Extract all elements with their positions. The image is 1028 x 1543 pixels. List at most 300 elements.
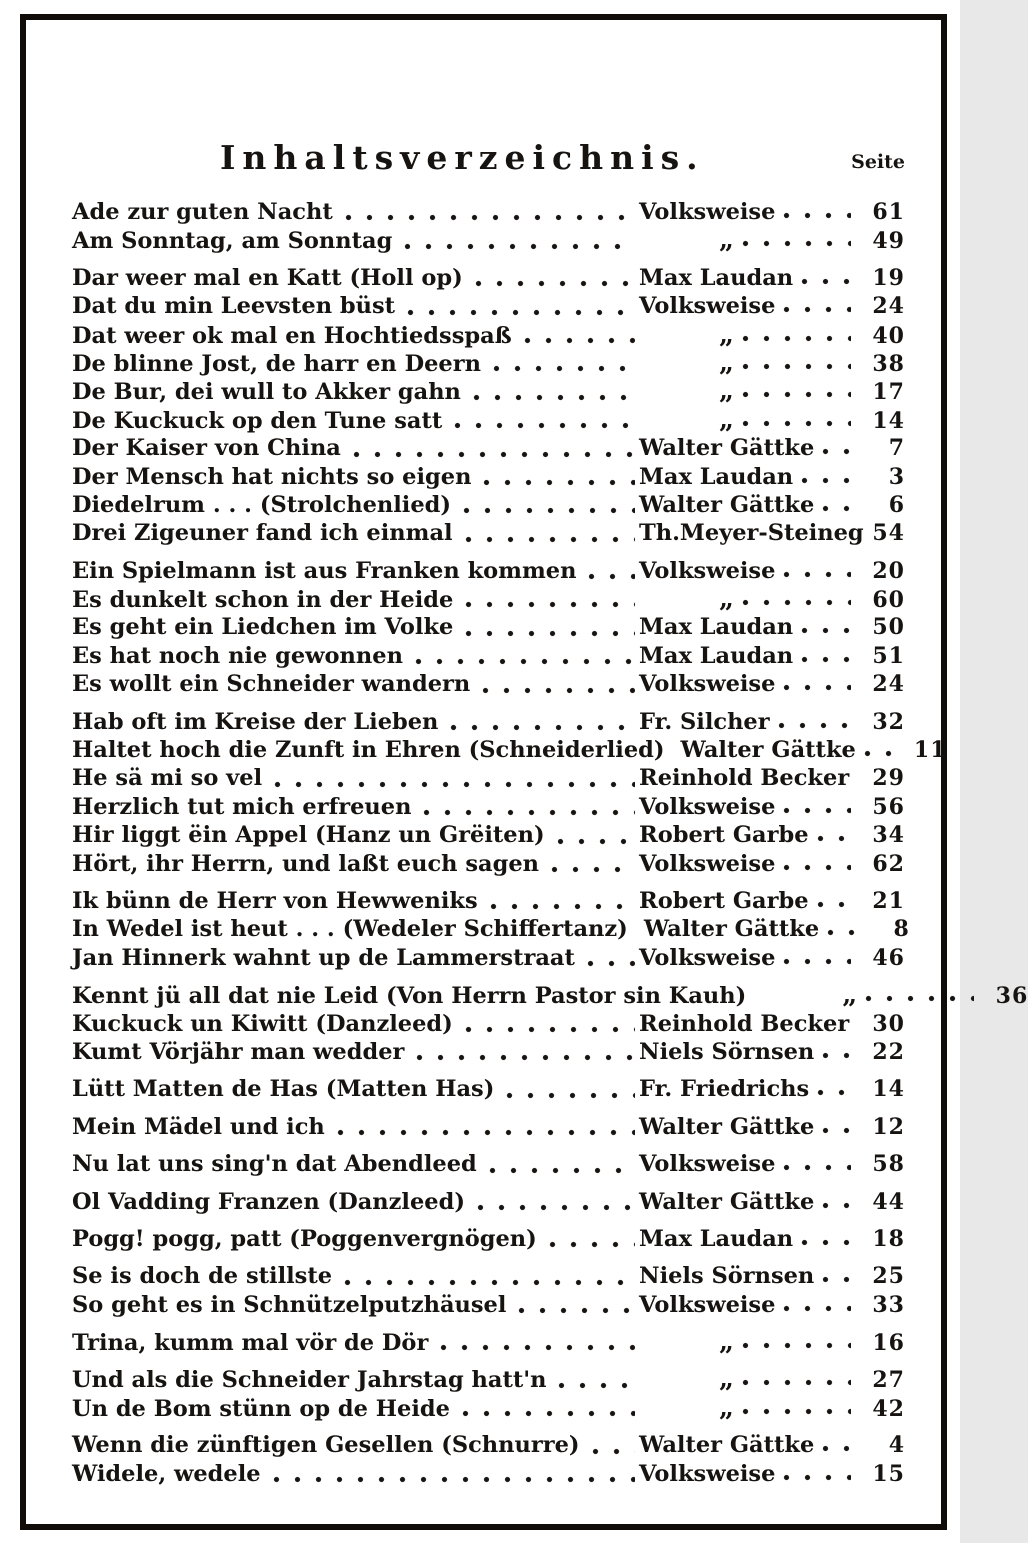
entry-page-number: 7 [888,435,905,462]
toc-entry [72,1461,905,1489]
dot-leader [557,837,635,846]
entry-page-number: 34 [872,822,905,849]
toc-entry [72,643,905,671]
toc-entry [72,794,905,822]
toc-entry [72,319,905,350]
toc-group [72,265,905,549]
dot-leader [506,1091,635,1100]
dot-leader [822,504,851,513]
entry-page-number: 18 [872,1225,905,1252]
dot-leader [450,723,635,732]
toc-entry [72,851,905,879]
dot-leader [817,834,851,843]
toc-entry [72,199,905,227]
entry-title: De Kuckuck op den Tune satt [72,407,443,434]
dot-leader [783,683,851,692]
entry-author: Volksweise [639,793,776,820]
entry-title: Un de Bom stünn op de Heide [72,1395,450,1422]
toc-entry [72,822,905,850]
entry-page-number: 8 [893,916,910,943]
dot-leader [353,450,635,459]
entry-title: Diedelrum . . . (Strolchenlied) [72,491,452,518]
entry-page-number: 54 [872,520,905,547]
dot-leader [416,1053,635,1062]
entry-title: Der Kaiser von China [72,435,341,462]
entry-page-number: 62 [872,850,905,877]
dot-leader [778,721,851,730]
entry-title: So geht es in Schnützelputzhäusel [72,1291,507,1318]
entry-title: Hab oft im Kreise der Lieben [72,708,439,735]
dot-leader [592,1447,635,1456]
dot-leader [465,629,635,638]
ditto-mark: „ [719,347,734,378]
toc-entry [72,1432,905,1460]
entry-title: Kennt jü all dat nie Leid (Von Herrn Pastor sin Kauh) [72,983,747,1010]
entry-author: Volksweise [639,557,776,584]
toc-entry [72,1039,905,1067]
entry-author: Walter Gättke [639,435,815,462]
entry-author-cell [639,794,855,820]
toc-entry [72,671,905,699]
entry-author-cell [639,851,855,877]
entry-title: Es dunkelt schon in der Heide [72,587,454,614]
entry-author-cell [639,1263,855,1289]
ditto-mark: „ [719,1364,734,1395]
ditto-mark: „ [719,584,734,615]
entry-author-cell [639,1461,855,1487]
entry-page-number: 25 [872,1263,905,1290]
entry-author-cell [639,376,855,407]
entry-title: Drei Zigeuner fand ich einmal [72,520,453,547]
toc-entry [72,765,905,793]
entry-page-number: 29 [872,765,905,792]
entry-author-cell [639,435,855,461]
toc-entry [72,1392,905,1423]
ditto-mark: „ [719,1392,734,1423]
dot-leader [783,1304,851,1313]
page-title: Inhaltsverzeichnis. [220,138,705,177]
entry-page-number: 4 [888,1432,905,1459]
toc-group [72,1226,905,1254]
entry-author-cell [639,584,855,615]
entry-page-number: 6 [888,491,905,518]
dot-leader [865,994,974,1003]
entry-author: Max Laudan [639,614,794,641]
dot-leader [440,1343,635,1352]
entry-author-cell [639,614,855,640]
dot-leader [742,419,851,428]
ditto-mark: „ [842,980,858,1011]
entry-page-number: 50 [872,614,905,641]
dot-leader [473,393,635,402]
entry-title: De Bur, dei wull to Akker gahn [72,379,461,406]
toc-group [72,1366,905,1423]
entry-author-cell [639,225,855,256]
entry-author-cell [639,1189,855,1215]
toc-entry [72,916,910,944]
entry-author-cell [644,916,860,942]
dot-leader [742,239,851,248]
entry-page-number: 22 [872,1038,905,1065]
dot-leader [822,1201,851,1210]
dot-leader [801,1238,851,1247]
entry-author: Th.Meyer-Steineg [639,520,864,547]
entry-title: Hir liggt ëin Appel (Hanz un Grëiten) [72,822,545,849]
toc-entry [72,378,905,406]
entry-author-cell [639,520,864,547]
toc-entry [72,558,905,586]
entry-title: Se is doch de stillste [72,1263,333,1290]
entry-title: Herzlich tut mich erfreuen [72,793,412,820]
toc-group [72,1263,905,1320]
toc-entry [72,614,905,642]
entry-author: Niels Sörnsen [639,1038,815,1065]
entry-author: Volksweise [639,293,776,320]
page-border-frame [20,14,1028,1530]
dot-leader [783,211,851,220]
toc-header [72,138,905,177]
entry-author-cell [639,888,855,914]
dot-leader [864,749,893,758]
dot-leader [423,808,635,817]
entry-page-number: 27 [872,1367,905,1394]
dot-leader [465,535,635,544]
toc-entry [72,347,905,378]
toc-group [72,1151,905,1179]
dot-leader [463,506,635,515]
entry-title: Ade zur guten Nacht [72,199,333,225]
toc-entry [72,586,905,614]
entry-author-cell [762,980,978,1011]
entry-title: Trina, kumm mal vör de Dör [72,1330,429,1357]
entry-author-cell [681,737,897,763]
toc-entry [72,1011,905,1039]
toc-entry [72,1226,905,1254]
dot-leader [783,863,851,872]
toc-entry [72,1189,905,1217]
entry-title: Mein Mädel und ich [72,1113,325,1140]
entry-title: He sä mi so vel [72,765,263,792]
ditto-mark: „ [719,404,734,435]
dot-leader [783,570,851,579]
entry-author-cell [639,347,855,378]
dot-leader [827,928,856,937]
toc-entry [72,1329,905,1357]
toc-entry [72,737,947,765]
entry-author-cell [639,765,855,791]
entry-title: Widele, wedele [72,1460,261,1487]
entry-author: Robert Garbe [639,822,809,849]
entry-page-number: 20 [872,557,905,584]
entry-title: In Wedel ist heut . . . (Wedeler Schiffertanz) [72,916,628,943]
toc-entry [72,945,905,973]
dot-leader [783,1473,851,1482]
dot-leader [587,959,635,968]
dot-leader [489,1166,635,1175]
entry-author: Walter Gättke [680,737,856,764]
entry-author: Volksweise [639,199,776,225]
entry-author: Max Laudan [639,264,794,291]
ditto-mark: „ [719,319,734,350]
dot-leader [337,1128,635,1137]
entry-page-number: 58 [872,1151,905,1178]
entry-author: Volksweise [639,1291,776,1318]
entry-page-number: 36 [995,983,1028,1010]
entry-author-cell [639,319,855,350]
entry-title: Dar weer mal en Katt (Holl op) [72,264,463,291]
entry-author: Reinhold Becker [639,1010,850,1037]
dot-leader [493,364,635,373]
entry-title: Und als die Schneider Jahrstag hatt'n [72,1367,547,1394]
dot-leader [345,213,635,222]
dot-leader [344,1278,635,1287]
entry-author: Volksweise [639,1460,776,1487]
dot-leader [454,421,635,430]
dot-leader [822,1051,851,1060]
toc-group [72,1114,905,1142]
entry-author-cell [639,558,855,584]
entry-author: Fr. Friedrichs [639,1076,810,1103]
toc-entry [72,464,905,492]
entry-page-number: 61 [872,199,905,225]
toc-group [72,887,910,973]
entry-page-number: 14 [872,407,905,434]
toc-group [72,1329,905,1357]
dot-leader [477,1203,635,1212]
dot-leader [465,600,635,609]
entry-page-number: 40 [872,322,905,349]
entry-title: Dat weer ok mal en Hochtiedsspaß [72,322,512,349]
entry-author-cell [639,492,855,518]
toc-entry [72,520,905,548]
entry-page-number: 24 [872,671,905,698]
toc-group [72,980,1028,1067]
entry-author: Volksweise [639,850,776,877]
entry-author-cell [639,1226,855,1252]
entry-author-cell [639,1114,855,1140]
dot-leader [783,806,851,815]
dot-leader [801,655,851,664]
table-of-contents [72,199,1028,1489]
dot-leader [783,957,851,966]
toc-entry [72,1292,905,1320]
dot-leader [801,476,851,485]
entry-title: Ik bünn de Herr von Hewweniks [72,887,478,914]
entry-author: Volksweise [639,1151,776,1178]
dot-leader [822,1275,851,1284]
entry-title: Kumt Vörjähr man wedder [72,1038,405,1065]
dot-leader [482,686,635,695]
toc-entry [72,888,905,916]
entry-author: Volksweise [639,944,776,971]
entry-page-number: 17 [872,379,905,406]
page-column-header: Seite [851,151,905,173]
entry-author-cell [639,945,855,971]
entry-title: Lütt Matten de Has (Matten Has) [72,1076,495,1103]
dot-leader [549,1240,635,1249]
dot-leader [742,1407,851,1416]
entry-author-cell [639,822,855,848]
toc-entry [72,293,905,321]
entry-title: Jan Hinnerk wahnt up de Lammerstraat [72,944,575,971]
dot-leader [801,277,851,286]
entry-page-number: 51 [872,642,905,669]
dot-leader [465,1025,635,1034]
dot-leader [475,279,635,288]
dot-leader [822,1126,851,1135]
entry-page-number: 21 [872,887,905,914]
entry-page-number: 30 [872,1010,905,1037]
toc-entry [72,404,905,435]
toc-entry [72,709,905,737]
entry-title: Kuckuck un Kiwitt (Danzleed) [72,1010,453,1037]
toc-entry [72,492,905,520]
toc-group [72,1076,905,1104]
entry-author: Max Laudan [639,1225,794,1252]
entry-page-number: 32 [872,708,905,735]
entry-author-cell [639,293,855,319]
dot-leader [483,478,635,487]
dot-leader [273,1475,635,1484]
entry-author-cell [639,199,855,225]
entry-author-cell [639,709,855,735]
dot-leader [742,1341,851,1350]
entry-author-cell [639,265,855,291]
entry-title: Ein Spielmann ist aus Franken kommen [72,557,577,584]
dot-leader [490,902,635,911]
entry-author-cell [639,464,855,490]
dot-leader [742,334,851,343]
dot-leader [462,1409,635,1418]
entry-author: Walter Gättke [643,916,820,943]
entry-title: Haltet hoch die Zunft in Ehren (Schneiderlied) [72,737,665,764]
toc-entry [72,1263,905,1291]
entry-author-cell [639,643,855,669]
dot-leader [551,865,635,874]
toc-group [72,199,905,256]
entry-page-number: 15 [872,1460,905,1487]
entry-author-cell [639,1327,855,1358]
entry-title: Am Sonntag, am Sonntag [72,228,393,255]
entry-author-cell [639,1011,855,1037]
entry-title: De blinne Jost, de harr en Deern [72,350,481,377]
ditto-mark: „ [719,1327,734,1358]
entry-author-cell [639,1292,855,1318]
entry-author: Reinhold Becker [639,765,850,792]
entry-page-number: 60 [872,587,905,614]
entry-title: Der Mensch hat nichts so eigen [72,463,472,490]
dot-leader [524,336,635,345]
entry-page-number: 49 [872,228,905,255]
entry-author: Walter Gättke [639,1432,815,1459]
dot-leader [415,657,635,666]
toc-entry [72,1076,905,1104]
entry-page-number: 14 [872,1076,905,1103]
toc-entry [72,265,905,293]
entry-author: Max Laudan [639,642,794,669]
entry-page-number: 19 [872,264,905,291]
entry-author-cell [639,671,855,697]
toc-entry [72,1151,905,1179]
ditto-mark: „ [719,376,734,407]
entry-page-number: 3 [888,463,905,490]
dot-leader [558,1381,635,1390]
entry-author-cell [639,1039,855,1065]
entry-title: Es wollt ein Schneider wandern [72,671,471,698]
entry-page-number: 56 [872,793,905,820]
toc-group [72,558,905,700]
entry-author-cell [639,404,855,435]
toc-entry [72,435,905,463]
toc-group [72,1189,905,1217]
entry-author: Volksweise [639,671,776,698]
entry-page-number: 38 [872,350,905,377]
entry-author: Walter Gättke [639,1188,815,1215]
entry-page-number: 42 [872,1395,905,1422]
entry-author: Walter Gättke [639,491,815,518]
entry-page-number: 12 [872,1113,905,1140]
dot-leader [407,308,635,317]
dot-leader [783,1163,851,1172]
dot-leader [742,390,851,399]
entry-author: Niels Sörnsen [639,1263,815,1290]
entry-author-cell [639,1076,855,1102]
dot-leader [588,572,635,581]
entry-title: Nu lat uns sing'n dat Abendleed [72,1151,477,1178]
dot-leader [742,598,851,607]
entry-title: Es geht ein Liedchen im Volke [72,614,454,641]
dot-leader [801,626,851,635]
entry-title: Es hat noch nie gewonnen [72,642,403,669]
entry-author-cell [639,1392,855,1423]
dot-leader [822,447,851,456]
entry-page-number: 11 [913,737,947,764]
entry-author: Fr. Silcher [639,708,770,735]
toc-group [72,1432,905,1489]
dot-leader [742,1378,851,1387]
dot-leader [817,900,851,909]
entry-page-number: 44 [872,1188,905,1215]
entry-title: Ol Vadding Franzen (Danzleed) [72,1188,465,1215]
entry-page-number: 33 [872,1291,905,1318]
entry-title: Dat du min Leevsten büst [72,293,396,320]
toc-entry [72,227,905,255]
entry-title: Wenn die zünftigen Gesellen (Schnurre) [72,1432,580,1459]
toc-entry [72,1114,905,1142]
dot-leader [817,1088,851,1097]
entry-author-cell [639,1151,855,1177]
entry-title: Hört, ihr Herrn, und laßt euch sagen [72,850,540,877]
dot-leader [404,242,635,251]
entry-title: Pogg! pogg, patt (Poggenvergnögen) [72,1225,537,1252]
entry-author-cell [639,1432,855,1458]
entry-author: Walter Gättke [639,1113,815,1140]
dot-leader [274,780,635,789]
dot-leader [518,1306,635,1315]
toc-group [72,708,947,879]
entry-author-cell [639,1364,855,1395]
toc-entry [72,1366,905,1394]
entry-page-number: 46 [872,944,905,971]
entry-page-number: 24 [872,293,905,320]
ditto-mark: „ [719,225,734,256]
dot-leader [742,362,851,371]
entry-author: Robert Garbe [639,887,809,914]
dot-leader [783,305,851,314]
dot-leader [822,1444,851,1453]
toc-entry [72,980,1028,1011]
entry-page-number: 16 [872,1330,905,1357]
